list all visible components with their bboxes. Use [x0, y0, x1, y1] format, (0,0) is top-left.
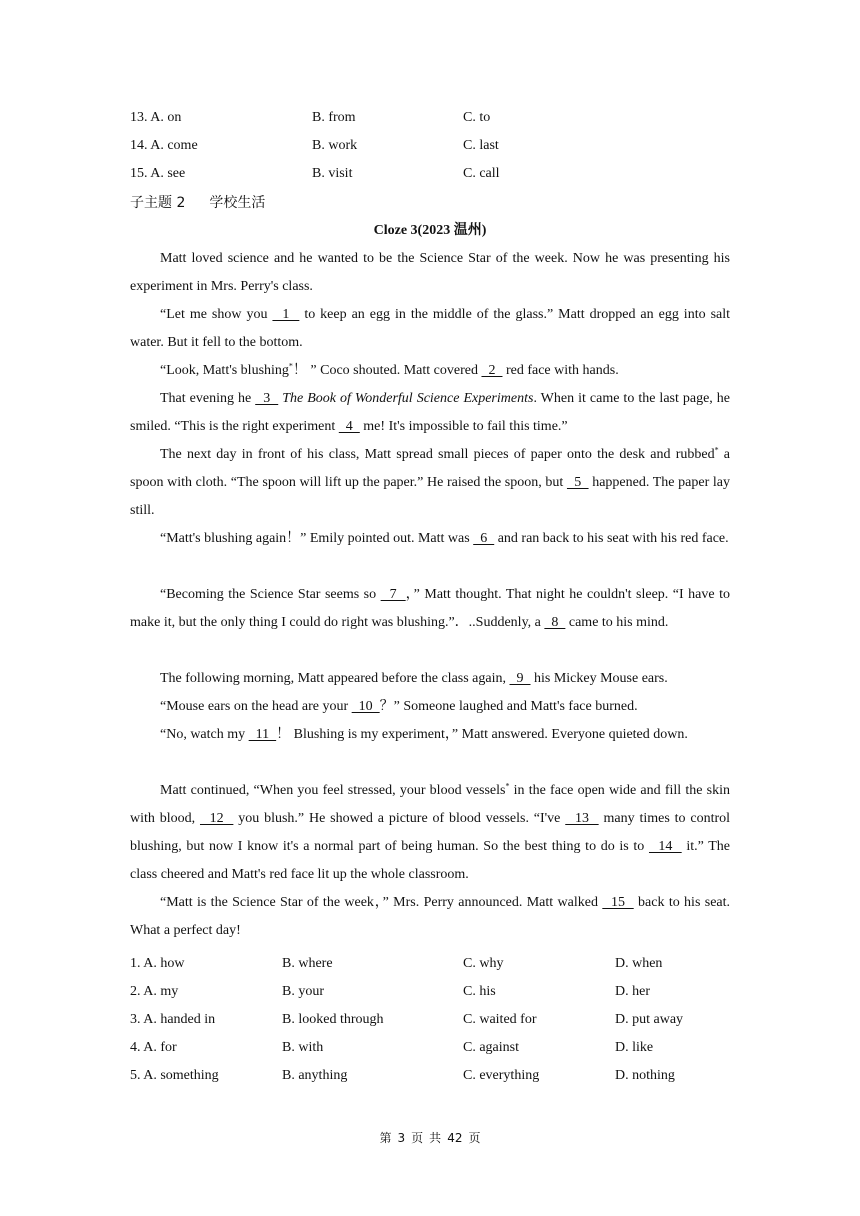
option-a: 1. A. how: [130, 956, 185, 971]
blank-13: 13: [565, 811, 599, 826]
paragraph-12: “Matt is the Science Star of the week，” Mrs. Perry announced. Matt walked 15 back to his seat. What a perfect day!: [130, 895, 731, 938]
option-a: 3. A. handed in: [130, 1012, 216, 1027]
paragraph-3: “Look, Matt's blushing*！ ” Coco shouted. Matt covered 2 red face with hands.: [160, 361, 619, 378]
option-c: C. against: [463, 1040, 519, 1055]
subtopic-label: 子主题 2: [130, 195, 186, 211]
footnote-star: *: [714, 445, 719, 455]
blank-11: 11: [248, 727, 277, 742]
blank-6: 6: [473, 531, 495, 546]
option-c: C. last: [463, 138, 499, 153]
cloze-title: Cloze 3(2023 温州): [373, 223, 487, 238]
option-b: B. anything: [282, 1068, 348, 1083]
subtopic-heading: [130, 189, 289, 217]
blank-15: 15: [602, 895, 634, 910]
blank-7: 7: [380, 587, 406, 602]
blank-10: 10: [351, 699, 380, 714]
footnote-star: *: [505, 781, 510, 791]
paragraph-1: Matt loved science and he wanted to be the Science Star of the week. Now he was presenting his experiment in Mrs. Perry's class.: [130, 251, 730, 294]
total-pages: 42: [447, 1131, 463, 1145]
paragraph-10: “No, watch my 11 ！ Blushing is my experiment，” Matt answered. Everyone quieted down.: [160, 727, 688, 742]
option-d: D. put away: [615, 1012, 684, 1027]
option-a: 5. A. something: [130, 1068, 219, 1083]
option-b: B. visit: [312, 166, 353, 181]
paragraph-9: “Mouse ears on the head are your 10 ？” Someone laughed and Matt's face burned.: [160, 699, 638, 714]
blank-1: 1: [272, 307, 300, 322]
blank-9: 9: [509, 671, 531, 686]
option-d: D. when: [615, 956, 663, 971]
option-d: D. her: [615, 984, 650, 999]
option-c: C. why: [463, 956, 504, 971]
blank-2: 2: [481, 363, 503, 378]
blank-5: 5: [566, 475, 589, 490]
option-a: 2. A. my: [130, 984, 179, 999]
option-b: B. from: [312, 110, 356, 125]
option-b: B. your: [282, 984, 324, 999]
paragraph-7: “Becoming the Science Star seems so 7 ，” Matt thought. That night he couldn't sleep. “I have to make it, but the only thing I could do right was blushing.”．..Suddenly, a 8 came to his mind.: [130, 587, 731, 630]
blank-12: 12: [199, 811, 234, 826]
option-c: C. waited for: [463, 1012, 537, 1027]
option-a: 15. A. see: [130, 166, 186, 181]
option-c: C. everything: [463, 1068, 540, 1083]
paragraph-2: “Let me show you 1 to keep an egg in the middle of the glass.” Matt dropped an egg into salt water. But it fell to the bottom.: [130, 307, 731, 350]
blank-8: 8: [544, 615, 566, 630]
paragraph-6: “Matt's blushing again！” Emily pointed out. Matt was 6 and ran back to his seat with his red face.: [160, 531, 729, 546]
subtopic-text: 学校生活: [209, 195, 266, 211]
option-d: D. like: [615, 1040, 654, 1055]
blank-14: 14: [648, 839, 682, 854]
option-b: B. looked through: [282, 1012, 384, 1027]
option-b: B. work: [312, 138, 358, 153]
blank-3: 3: [255, 391, 279, 406]
option-b: B. where: [282, 956, 333, 971]
page-number: 3: [397, 1131, 406, 1145]
option-a: 4. A. for: [130, 1040, 177, 1055]
blank-4: 4: [338, 419, 360, 434]
book-title: The Book of Wonderful Science Experiments: [278, 391, 534, 406]
option-c: C. his: [463, 984, 496, 999]
option-a: 14. A. come: [130, 138, 198, 153]
paragraph-8: The following morning, Matt appeared before the class again, 9 his Mickey Mouse ears.: [160, 671, 668, 686]
option-d: D. nothing: [615, 1068, 675, 1083]
option-c: C. to: [463, 110, 491, 125]
paragraph-5: The next day in front of his class, Matt spread small pieces of paper onto the desk and rubbed* a spoon with cloth. “The spoon will lift up the paper.” He raised the spoon, but 5 happened. The paper lay still.: [130, 445, 731, 518]
page-footer: 第 3 页 共 42 页: [379, 1131, 481, 1145]
option-c: C. call: [463, 166, 500, 181]
option-b: B. with: [282, 1040, 324, 1055]
paragraph-11: Matt continued, “When you feel stressed, your blood vessels* in the face open wide and fill the skin with blood, 12 you blush.” He showed a picture of blood vessels. “I've 13 many times to control blushing, but now I know it's a normal part of being human. So the best thing to do is to 14 it.” The class cheered and Matt's red face lit up the whole classroom.: [130, 781, 731, 882]
paragraph-4: That evening he 3 The Book of Wonderful Science Experiments. When it came to the last page, he smiled. “This is the right experiment 4 me! It's impossible to fail this time.”: [130, 391, 731, 434]
footnote-star: *: [288, 361, 293, 371]
option-a: 13. A. on: [130, 110, 182, 125]
